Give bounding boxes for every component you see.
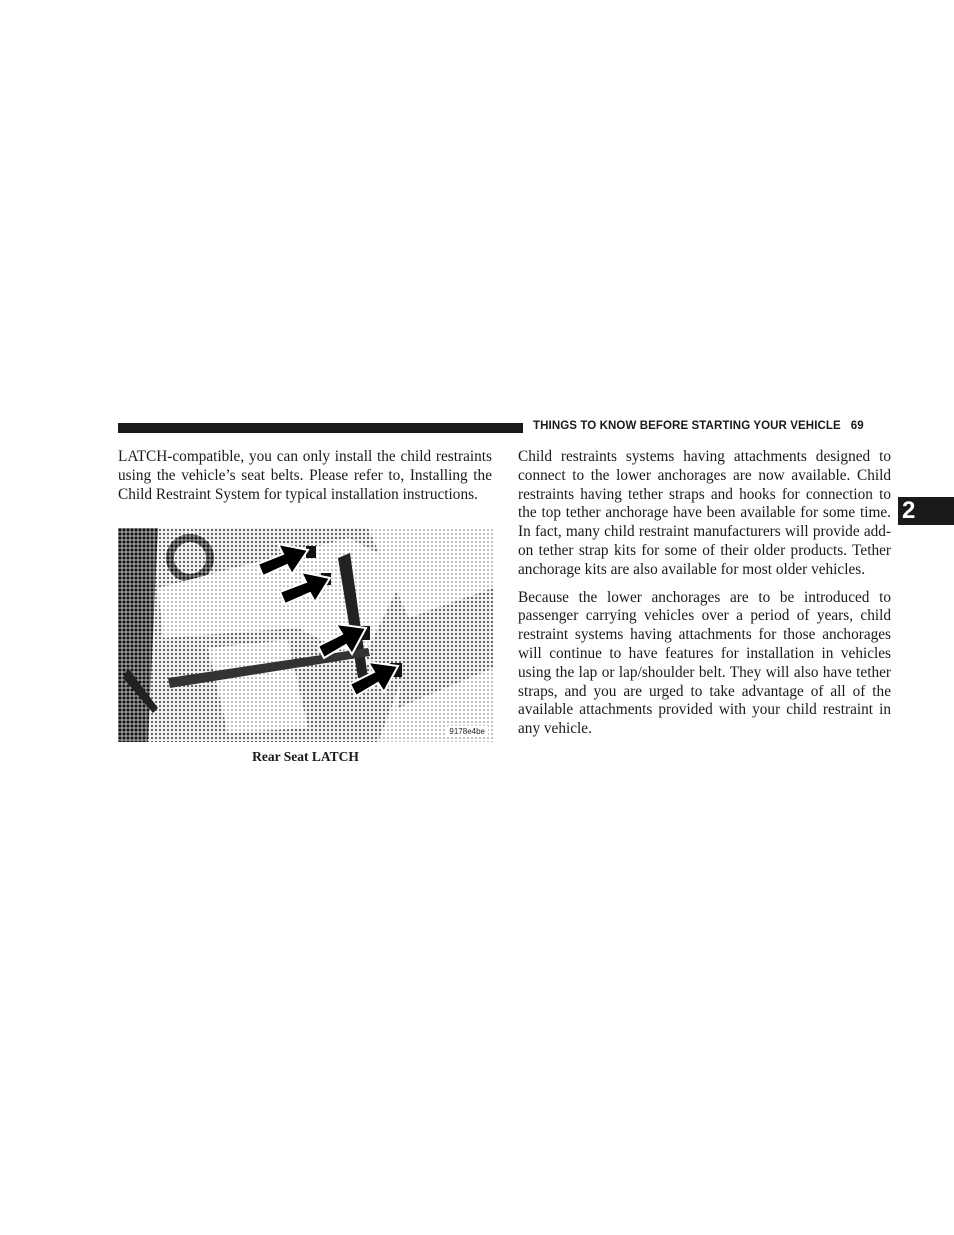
rear-seat-photo-icon: [118, 528, 493, 742]
section-title: THINGS TO KNOW BEFORE STARTING YOUR VEHICLE: [533, 420, 841, 432]
chapter-tab[interactable]: [898, 497, 954, 525]
right-paragraph-2: Because the lower anchorages are to be introduced to passenger carrying vehicles over a period of years, child restraint systems having attachments for those anchorages will continue to have features for installation in vehicles using the lap or lap/shoulder belt. They will also have tether straps, and you are urged to take advantage of all of the available attachments provided with your child restraint in any vehicle.: [518, 588, 891, 738]
figure-code: 9178e4be: [446, 726, 488, 737]
left-column: [118, 448, 492, 504]
right-paragraph-1: Child restraints systems having attachments designed to connect to the lower anchorages are now available. Child restraints having tether straps and hooks for connection to the top tether anchorage have been available for some time. In fact, many child restraint manufacturers will provide add-on tether strap kits for some of their older products. Tether anchorage kits are also available for most older vehicles.: [518, 448, 891, 578]
rear-seat-latch-figure: [118, 528, 493, 742]
page-number: 69: [850, 420, 864, 432]
left-paragraph: LATCH-compatible, you can only install the child restraints using the vehicle’s seat belts. Please refer to, Installing the Child Restraint System for typical installation instructions.: [118, 448, 492, 503]
chapter-number: 2: [902, 497, 916, 524]
figure-caption: Rear Seat LATCH: [252, 749, 359, 764]
right-column: [518, 448, 891, 739]
running-header: [533, 420, 891, 436]
header-rule: [118, 423, 523, 433]
